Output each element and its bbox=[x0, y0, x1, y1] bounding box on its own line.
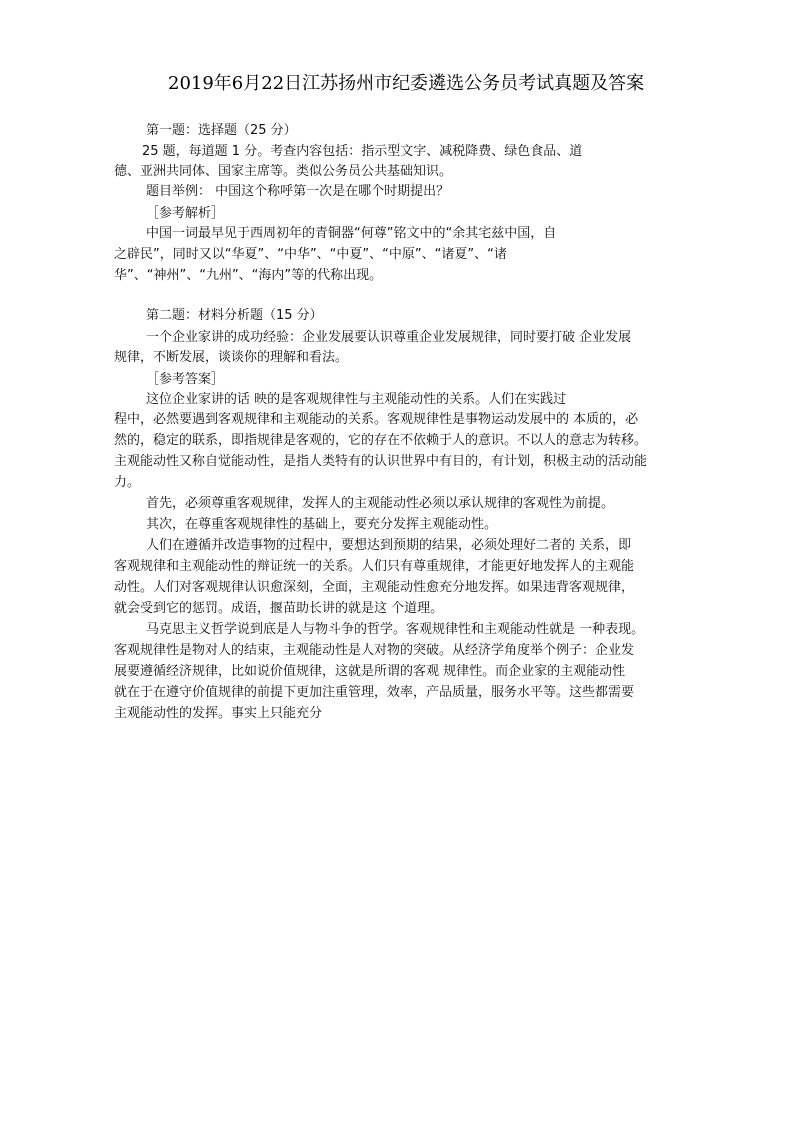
section2-question-line1: 一个企业家讲的成功经验：企业发展要认识尊重企业发展规律，同时要打破 企业发展 bbox=[146, 330, 632, 345]
answer-paragraph5-line: 展要遵循经济规律，比如说价值规律，这就是所谓的客观 规律性。而企业家的主观能动性 bbox=[114, 664, 626, 679]
section1-heading: 第一题：选择题（25 分） bbox=[146, 123, 297, 138]
section2-heading: 第二题：材料分析题（15 分） bbox=[146, 308, 323, 323]
answer-paragraph5-line: 就在于在遵守价值规律的前提下更加注重管理，效率，产品质量，服务水平等。这些都需要 bbox=[114, 685, 635, 700]
answer-paragraph1-line: 程中，必然要遇到客观规律和主观能动的关系。客观规律性是事物运动发展中的 本质的，必 bbox=[114, 412, 639, 427]
answer-paragraph4-line: 动性。人们对客观规律认识愈深刻，全面，主观能动性愈充分地发挥。如果违背客观规律， bbox=[114, 580, 635, 595]
section1-ref-line3: 华”、“神州”、“九州”、“海内”等的代称出现。 bbox=[114, 268, 383, 283]
section1-ref-label: ［参考解析］ bbox=[146, 206, 225, 221]
section2-answer-label: ［参考答案］ bbox=[146, 372, 225, 387]
answer-paragraph1-line: 主观能动性又称自觉能动性，是指人类特有的认识世界中有目的，有计划，积极主动的活动能 bbox=[114, 454, 648, 469]
section1-ref-line1: 中国一词最早见于西周初年的青铜器“何尊”铭文中的“余其宅兹中国，自 bbox=[146, 226, 557, 241]
section1-ref-line2: 之辟民”，同时又以“华夏”、“中华”、“中夏”、“中原”、“诸夏”、“诸 bbox=[114, 247, 507, 262]
answer-paragraph4-line: 客观规律和主观能动性的辩证统一的关系。人们只有尊重规律，才能更好地发挥人的主观能 bbox=[114, 559, 635, 574]
answer-paragraph4-line: 就会受到它的惩罚。成语，揠苗助长讲的就是这 个道理。 bbox=[114, 601, 444, 616]
section1-desc-line2: 德、亚洲共同体、国家主席等。类似公务员公共基础知识。 bbox=[114, 164, 453, 179]
answer-paragraph3: 其次，在尊重客观规律性的基础上，要充分发挥主观能动性。 bbox=[146, 517, 498, 532]
answer-paragraph5-line: 客观规律性是物对人的结束，主观能动性是人对物的突破。从经济学角度举个例子：企业发 bbox=[114, 643, 635, 658]
section2-question-line2: 规律，不断发展，谈谈你的理解和看法。 bbox=[114, 350, 349, 365]
answer-paragraph2: 首先，必须尊重客观规律，发挥人的主观能动性必须以承认规律的客观性为前提。 bbox=[146, 496, 615, 511]
document-title: 2019年6月22日江苏扬州市纪委遴选公务员考试真题及答案 bbox=[168, 73, 645, 94]
section1-desc-line1: 25 题，每道题 1 分。考查内容包括：指示型文字、减税降费、绿色食品、道 bbox=[142, 144, 583, 159]
answer-paragraph4-line: 人们在遵循并改造事物的过程中，要想达到预期的结果，必须处理好二者的 关系，即 bbox=[146, 538, 632, 553]
answer-paragraph5-line: 主观能动性的发挥。事实上只能充分 bbox=[114, 706, 323, 721]
answer-paragraph1-line: 然的，稳定的联系，即指规律是客观的，它的存在不依赖于人的意识。不以人的意志为转移。 bbox=[114, 433, 648, 448]
section1-example: 题目举例： 中国这个称呼第一次是在哪个时期提出？ bbox=[146, 184, 450, 199]
answer-paragraph1-line: 力。 bbox=[114, 475, 141, 490]
answer-paragraph1-line: 这位企业家讲的话 映的是客观规律性与主观能动性的关系。人们在实践过 bbox=[146, 392, 567, 407]
answer-paragraph5-line: 马克思主义哲学说到底是人与物斗争的哲学。客观规律性和主观能动性就是 一种表现。 bbox=[146, 622, 645, 637]
